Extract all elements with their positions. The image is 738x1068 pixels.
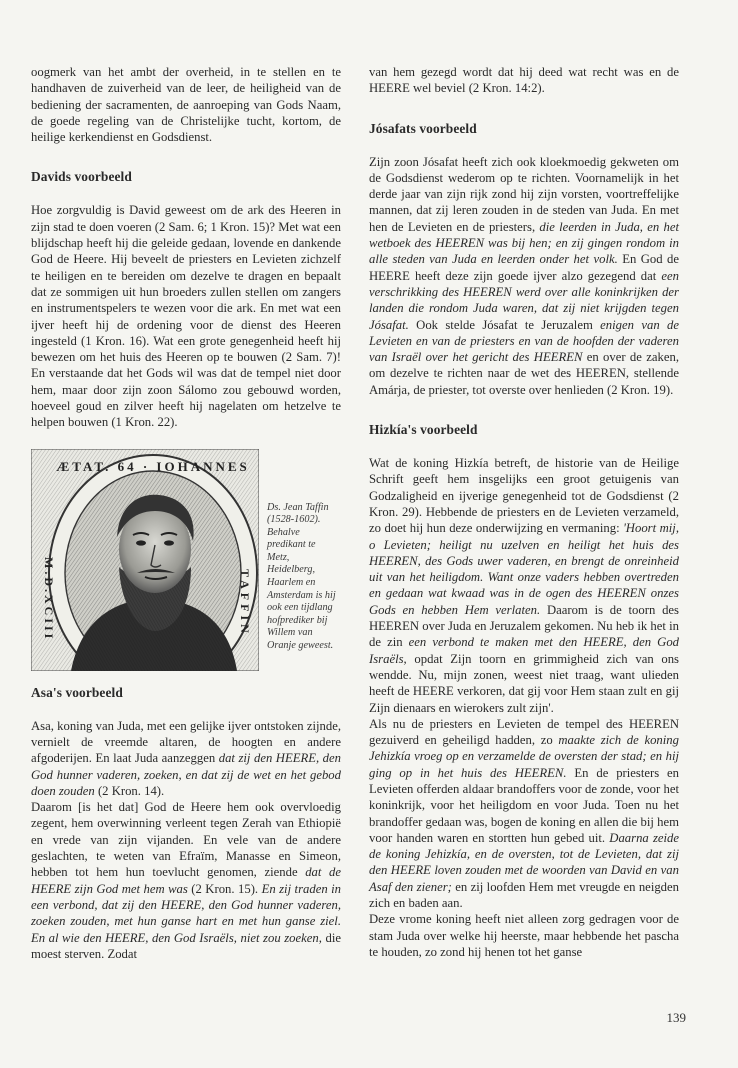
heading-davids-voorbeeld: Davids voorbeeld <box>31 169 132 185</box>
hizkia-paragraph-3: Deze vrome koning heeft niet alleen zorg gedragen voor de stam Juda over welke hij heerste, maar hebbende het pascha te houden, zo zond hij henen tot het ganse <box>369 912 679 959</box>
asa-paragraph-1: Asa, koning van Juda, met een gelijke ijver ontstoken zijnde, vernielt de vreemde altaren, de hoogten en andere afgoderijen. En laat Juda aanzeggen dat zij den HEERE, den God hunner vaderen, zoeken, en dat zij de wet en het gebod doen zouden (2 Kron. 14). <box>31 718 341 798</box>
right-column <box>369 64 679 960</box>
page-number: 139 <box>666 1010 686 1025</box>
david-paragraph: Hoe zorgvuldig is David geweest om de ark des Heeren in zijn stad te doen voeren (2 Sam. 6; 1 Kron. 15)? Met wat een blijdschap heeft hij die geleide gedaan, lovende en dankende God de Heere. Hij beveelt de priesters en Levieten zichzelf te heiligen en te bereiden om dezelve te dragen en bepaalt dat ze sommigen uit hun broeders zullen stellen om zangers en instrumentspelers te wezen voor die ark. En met wat een ijver heeft hij de ordening voor de dienst des Heeren ingesteld (1 Kron. 16). Wat een grote genegenheid heeft hij bewezen om het huis des Heeren op te bouwen (2 Sam. 7)! En verstaande dat het Gods wil was dat de tempel niet door hem, maar door zijn zoon Sálomo zou gebouwd worden, hoeveel goud en zilver heeft hij nagelaten om hetzelve te helpen bouwen (1 Kron. 22). <box>31 203 341 430</box>
inscription-left: M.D.XCIII <box>42 556 56 641</box>
hizkia-paragraph-2: Als nu de priesters en Levieten de tempel des HEEREN gezuiverd en geheiligd hadden, zo maakte zich de koning Jehizkía vroeg op en verzamelde de oversten der stad; en hij ging op in het huis des HEEREN. En de priesters en Levieten offerden aldaar brandoffers voor de zonde, voor het koninkrijk, voor het heiligdom en voor Juda. Toen nu het brandoffer gedaan was, bogen de koning en allen die bij hem voor handen waren en stortten hun gebed uit. Daarna zeide de koning Jehizkía, en de oversten, tot de Levieten, dat zij den HEERE loven zouden met de woorden van David en van Asaf den ziener; en zij loofden Hem met vreugde en neigden zich en baden aan. <box>369 716 680 911</box>
josafat-paragraph: Zijn zoon Jósafat heeft zich ook kloekmoedig gekweten om de Godsdienst wederom op te richten. Voornamelijk in het derde jaar van zijn rijk zond hij zijn vorsten, voortreffelijke mannen, dat zij leren zouden in de steden van Juda. En met hen de Levieten en de priesters, die leerden in Juda, en het wetboek des HEEREN was bij hen; en zij gingen rondom in alle steden van Juda en leerden onder het volk. En God de HEERE heeft deze zijn goede ijver alzo gezegend dat een verschrikking des HEEREN werd over alle koninkrijken der landen die rondom Juda waren, dat zij niet krijgden tegen Jósafat. Ook stelde Jósafat te Jeruzalem enigen van de Levieten en van de priesters en van de hoofden der vaderen van Israël over het gericht des HEEREN en over de zaken, om dezelve te richten naar de wet des HEEREN, stellende Amárja, de priester, tot overste over henlieden (2 Kron. 19). <box>369 154 679 397</box>
inscription-right: TAFFIN <box>238 568 252 637</box>
portrait-caption: Ds. Jean Taffin (1528-1602). Behalve predikant te Metz, Heidelberg, Haarlem en Amsterdam is hij ook een tijdlang hofprediker bij Willem van Oranje geweest. <box>267 501 336 652</box>
portrait-image <box>31 449 259 671</box>
portrait-figure <box>31 449 341 671</box>
hizkia-paragraph-1: Wat de koning Hizkía betreft, de historie van de Heilige Schrift geeft hem insgelijks een groot getuigenis van Godzaligheid en ijverige genegenheid tot de Godsdienst (2 Kron. 29). Hebbende de priesters en de Levieten verzameld, zo doet hij hun deze onderwijzing en vermaning: 'Hoort mij, o Levieten; heiligt nu uzelven en heiligt het huis des HEEREN, des Gods uwer vaderen, en brengt de onreinheid uit van het heiligdom. Want onze vaders hebben overtreden en gedaan wat kwaad was in de ogen des HEEREN onzes Gods en hebben Hem verlaten. Daarom is de toorn des HEEREN over Juda en Jeruzalem gekomen. Nu heb ik het in de zin een verbond te maken met den HEERE, den God Israëls, opdat Zijn toorn en grimmigheid zich van ons wendde. Nu, mijn zonen, weest niet traag, want ulieden heeft de HEERE verkoren, dat gij voor Hem staan zult en gij Zijn dienaars en wierokers zult zijn'. <box>369 456 680 715</box>
heading-asas-voorbeeld: Asa's voorbeeld <box>31 684 123 700</box>
intro-paragraph: oogmerk van het ambt der overheid, in te stellen en te handhaven de zuiverheid van de leer, de heiligheid van de bediening der sacramenten, de aanroeping van Gods Naam, de goede regeling van de Christelijke tucht, kortom, de heilige kerkendienst en Godsdienst. <box>31 65 341 145</box>
heading-hizkias-voorbeeld: Hizkía's voorbeeld <box>369 422 478 438</box>
continuation-paragraph: van hem gezegd wordt dat hij deed wat recht was en de HEERE wel beviel (2 Kron. 14:2). <box>369 65 679 96</box>
left-column <box>31 64 341 962</box>
inscription-top: ÆTAT. 64 · IOHANNES <box>56 458 250 474</box>
heading-josafats-voorbeeld: Jósafats voorbeeld <box>369 120 477 136</box>
asa-paragraph-2: Daarom [is het dat] God de Heere hem ook overvloedig zegent, hem overwinning verleent tegen Zerah van Ethiopië en vrede van zijn vijanden. En vele van de andere geslachten, te weten van Efraïm, Manasse en Simeon, hebben tot hem hun toevlucht genomen, ziende dat de HEERE zijn God met hem was (2 Kron. 15). En zij traden in een verbond, dat zij den HEERE, den God hunner vaderen, zoeken zouden, met hun ganse hart en met hun ganse ziel. En al wie den HEERE, den God Israëls, niet zou zoeken, die moest sterven. Zodat <box>31 800 342 961</box>
